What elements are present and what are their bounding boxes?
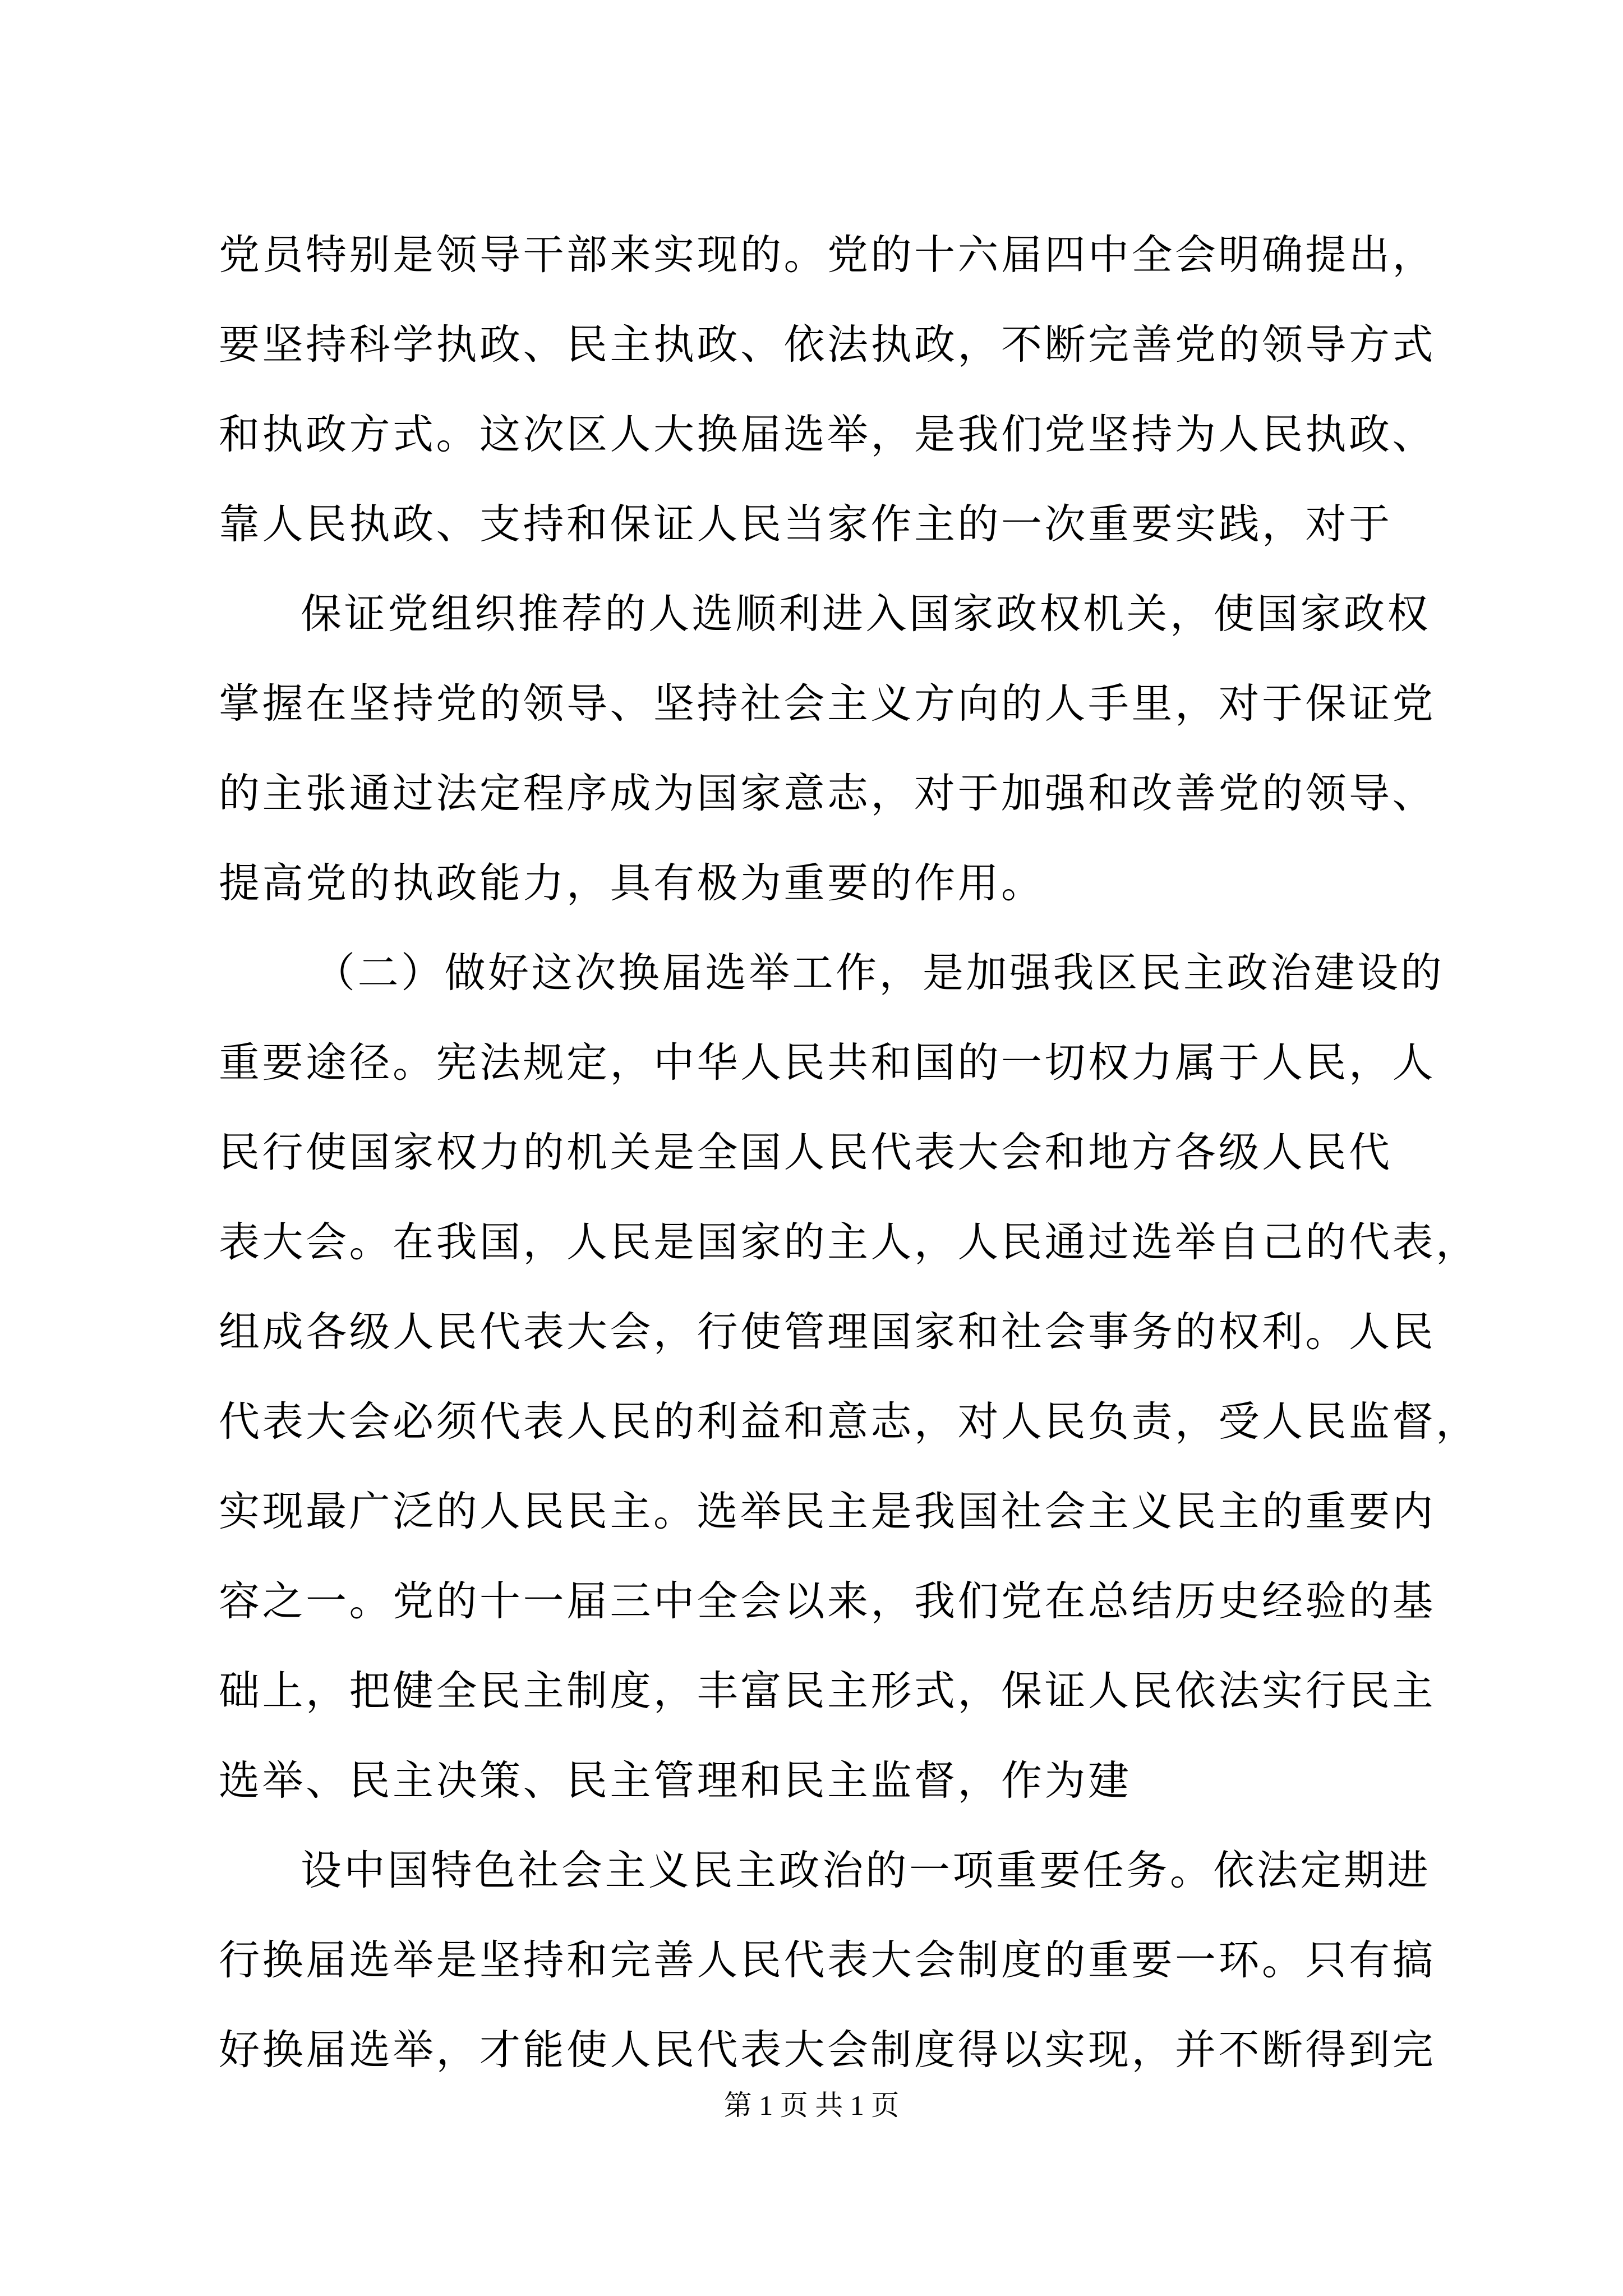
text-line: 础上，把健全民主制度，丰富民主形式，保证人民依法实行民主: [219, 1667, 1436, 1715]
text-line: 容之一。党的十一届三中全会以来，我们党在总结历史经验的基: [219, 1577, 1436, 1625]
text-line: 行换届选举是坚持和完善人民代表大会制度的重要一环。只有搞: [219, 1936, 1436, 1984]
text-line: 实现最广泛的人民民主。选举民主是我国社会主义民主的重要内: [219, 1488, 1436, 1535]
text-line: 党员特别是领导干部来实现的。党的十六届四中全会明确提出，: [219, 231, 1436, 279]
body-text: [219, 210, 1479, 2095]
section-heading-line: （二）做好这次换届选举工作，是加强我区民主政治建设的: [314, 949, 1444, 997]
text-line: 选举、民主决策、民主管理和民主监督，作为建: [219, 1757, 1132, 1805]
text-line: 表大会。在我国，人民是国家的主人，人民通过选举自己的代表，: [219, 1218, 1479, 1266]
text-line: 重要途径。宪法规定，中华人民共和国的一切权力属于人民，人: [219, 1039, 1436, 1087]
text-line: 提高党的执政能力，具有极为重要的作用。: [219, 859, 1045, 907]
text-line: 和执政方式。这次区人大换届选举，是我们党坚持为人民执政、: [219, 411, 1436, 458]
text-line: 掌握在坚持党的领导、坚持社会主义方向的人手里，对于保证党: [219, 680, 1436, 728]
text-line: 代表大会必须代表人民的利益和意志，对人民负责，受人民监督，: [219, 1398, 1479, 1446]
paragraph-first-line: 保证党组织推荐的人选顺利进入国家政权机关，使国家政权: [301, 590, 1431, 638]
text-line: 民行使国家权力的机关是全国人民代表大会和地方各级人民代: [219, 1129, 1393, 1176]
text-line: 靠人民执政、支持和保证人民当家作主的一次重要实践，对于: [219, 500, 1393, 548]
text-line: 好换届选举，才能使人民代表大会制度得以实现，并不断得到完: [219, 2026, 1436, 2074]
text-line: 要坚持科学执政、民主执政、依法执政，不断完善党的领导方式: [219, 321, 1436, 369]
page-number-label: 第 1 页 共 1 页: [723, 2090, 900, 2121]
page-footer: [0, 2086, 1623, 2125]
paragraph-first-line: 设中国特色社会主义民主政治的一项重要任务。依法定期进: [301, 1847, 1431, 1894]
text-line: 的主张通过法定程序成为国家意志，对于加强和改善党的领导、: [219, 770, 1436, 817]
text-line: 组成各级人民代表大会，行使管理国家和社会事务的权利。人民: [219, 1308, 1436, 1356]
